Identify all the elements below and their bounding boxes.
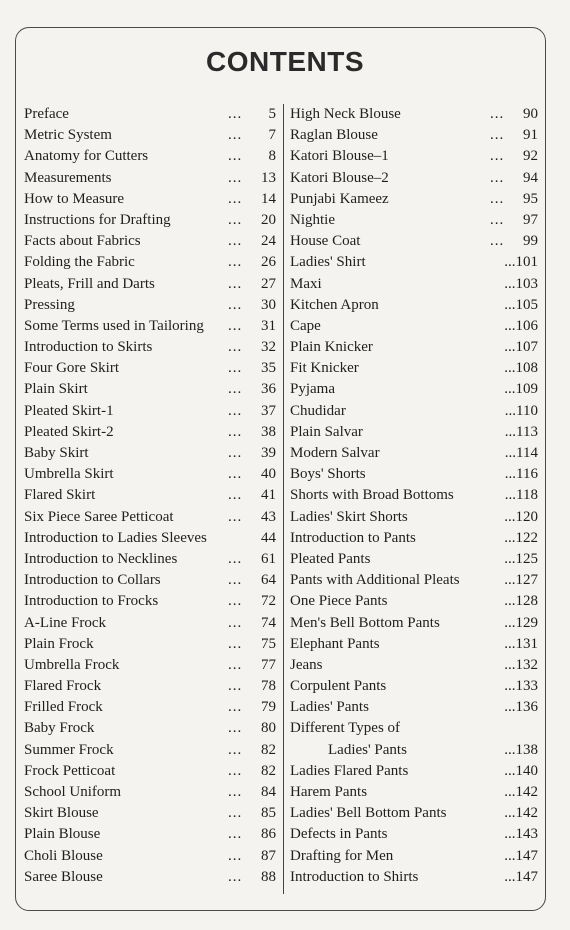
- toc-entry-title: High Neck Blouse: [290, 106, 401, 122]
- toc-entry: [24, 485, 276, 506]
- toc-entry-leader: ...: [228, 190, 243, 207]
- toc-entry: [290, 125, 538, 146]
- toc-entry-title: Cape: [290, 317, 321, 334]
- toc-entry: [290, 528, 538, 549]
- toc-entry-title: Ladies Flared Pants: [290, 762, 409, 779]
- toc-entry: [24, 507, 276, 528]
- toc-entry: [24, 676, 276, 697]
- toc-entry-leader: ...: [490, 233, 505, 250]
- toc-entry-title: Four Gore Skirt: [24, 360, 119, 377]
- toc-entry-page: ...107: [504, 339, 538, 356]
- toc-entry-page: 41: [261, 487, 276, 504]
- toc-entry-title: How to Measure: [24, 190, 124, 207]
- toc-entry-page: 61: [261, 550, 276, 567]
- toc-entry-page: ...128: [504, 593, 538, 610]
- toc-entry-leader: ...: [228, 275, 243, 292]
- toc-entry: [24, 803, 276, 824]
- toc-entry-title: Frock Petticoat: [24, 762, 116, 779]
- toc-entry-leader: ...: [228, 360, 243, 377]
- toc-entry: [24, 824, 276, 845]
- toc-entry-page: ...113: [504, 423, 538, 440]
- toc-entry-page: 82: [261, 762, 276, 779]
- toc-entry-page: ...132: [504, 656, 538, 673]
- toc-entry-title: One Piece Pants: [290, 593, 388, 610]
- toc-entry: [24, 337, 276, 358]
- toc-entry-page: 14: [261, 190, 276, 207]
- toc-entry-page: 88: [261, 868, 276, 885]
- toc-entry-title: Introduction to Skirts: [24, 339, 153, 356]
- toc-entry-title: Introduction to Frocks: [24, 593, 159, 610]
- toc-entry: [290, 210, 538, 231]
- toc-entry-title: Elephant Pants: [290, 635, 380, 652]
- toc-entry-title: Drafting for Men: [290, 847, 394, 864]
- toc-entry-title: Metric System: [24, 127, 112, 144]
- toc-entry-title: Frilled Frock: [24, 699, 103, 716]
- toc-entry: [290, 549, 538, 570]
- toc-entry-page: 97: [523, 211, 538, 228]
- toc-entry-leader: ...: [228, 593, 243, 610]
- toc-entry-page: ...116: [504, 466, 538, 483]
- toc-entry-title: Different Types of: [290, 720, 401, 737]
- toc-entry-page: ...109: [504, 381, 538, 398]
- toc-entry-leader: ...: [228, 847, 243, 864]
- toc-entry: [24, 316, 276, 337]
- toc-entry-page: ...142: [504, 784, 538, 801]
- toc-entry-title: Introduction to Ladies Sleeves: [24, 529, 207, 546]
- toc-entry: [290, 146, 538, 167]
- toc-entry-title: Pleated Skirt-1: [24, 402, 114, 419]
- toc-entry-page: 92: [523, 148, 538, 165]
- toc-entry-title: Six Piece Saree Petticoat: [24, 508, 174, 525]
- toc-entry: [24, 655, 276, 676]
- toc-entry-page: 44: [261, 529, 276, 546]
- toc-entry-leader: ...: [228, 317, 243, 334]
- toc-entry-page: 85: [261, 805, 276, 822]
- toc-entry-leader: ...: [228, 678, 243, 695]
- toc-entry-title: Flared Skirt: [24, 487, 96, 504]
- toc-entry: [24, 740, 276, 761]
- toc-entry-title: Summer Frock: [24, 741, 114, 758]
- toc-entry-leader: ...: [228, 699, 243, 716]
- toc-entry: [290, 485, 538, 506]
- toc-entry-leader: ...: [228, 720, 243, 737]
- toc-entry: [24, 634, 276, 655]
- toc-entry-title: Kitchen Apron: [290, 296, 379, 313]
- toc-entry: [24, 697, 276, 718]
- toc-entry-leader: ...: [228, 423, 243, 440]
- toc-entry: [24, 846, 276, 867]
- toc-entry-page: 77: [261, 656, 276, 673]
- toc-entry: [24, 867, 276, 888]
- toc-entry-title: Maxi: [290, 275, 322, 292]
- toc-entry-title: Modern Salvar: [290, 445, 380, 461]
- toc-entry-title: House Coat: [290, 233, 361, 250]
- toc-entry-leader: ...: [228, 784, 243, 800]
- toc-entry-page: 5: [268, 106, 276, 122]
- toc-entry-leader: ...: [228, 656, 243, 673]
- toc-entry-title: Instructions for Drafting: [24, 211, 171, 228]
- toc-entry-title: Choli Blouse: [24, 847, 103, 864]
- toc-entry-title: Ladies' Bell Bottom Pants: [290, 805, 447, 822]
- toc-entry-page: 36: [261, 381, 276, 398]
- toc-entry-page: ...103: [504, 275, 538, 292]
- toc-entry: [290, 655, 538, 676]
- toc-entry-page: 24: [261, 233, 276, 250]
- toc-entry-title: Ladies' Shirt: [290, 254, 366, 271]
- toc-entry-leader: ...: [228, 445, 243, 461]
- toc-entry: [24, 252, 276, 273]
- toc-entry-title: School Uniform: [24, 784, 122, 800]
- toc-entry: [290, 697, 538, 718]
- toc-entry-page: 78: [261, 678, 276, 695]
- toc-entry: [24, 401, 276, 422]
- toc-entry-leader: ...: [228, 466, 243, 483]
- toc-entry-page: 35: [261, 360, 276, 377]
- toc-entry-leader: ...: [490, 169, 505, 186]
- toc-entry-title: Nightie: [290, 211, 335, 228]
- toc-entry-leader: ...: [228, 106, 243, 122]
- toc-entry-page: ...147: [504, 847, 538, 864]
- toc-entry-page: 95: [523, 190, 538, 207]
- toc-entry: [290, 613, 538, 634]
- toc-entry-page: 31: [261, 317, 276, 334]
- toc-entry: [290, 316, 538, 337]
- toc-entry-title: A-Line Frock: [24, 614, 107, 631]
- toc-entry-page: ...105: [504, 296, 538, 313]
- toc-entry-page: 84: [261, 784, 276, 800]
- toc-entry: [24, 422, 276, 443]
- toc-entry-title: Ladies' Pants: [290, 699, 369, 716]
- toc-entry-page: 13: [261, 169, 276, 186]
- toc-entry-page: 87: [261, 847, 276, 864]
- toc-entry-leader: ...: [228, 868, 243, 885]
- toc-entry: [24, 104, 276, 125]
- toc-entry-page: 90: [523, 106, 538, 122]
- toc-entry-page: 82: [261, 741, 276, 758]
- toc-entry: [290, 337, 538, 358]
- toc-entry-title: Facts about Fabrics: [24, 233, 141, 250]
- toc-entry-leader: ...: [228, 296, 243, 313]
- toc-entry: [24, 168, 276, 189]
- toc-entry-page: ...133: [504, 678, 538, 695]
- toc-entry-title: Katori Blouse–2: [290, 169, 389, 186]
- toc-entry-title: Baby Skirt: [24, 445, 89, 461]
- toc-entry-title: Plain Blouse: [24, 826, 101, 843]
- toc-entry-leader: ...: [228, 381, 243, 398]
- toc-entry-leader: ...: [490, 106, 505, 122]
- toc-entry: [24, 274, 276, 295]
- toc-entry: [24, 295, 276, 316]
- toc-entry-title: Folding the Fabric: [24, 254, 135, 271]
- toc-entry-title: Umbrella Skirt: [24, 466, 114, 483]
- page-title: CONTENTS: [206, 46, 364, 77]
- toc-entry-title: Introduction to Pants: [290, 529, 416, 546]
- toc-entry: [290, 570, 538, 591]
- toc-entry-title: Some Terms used in Tailoring: [24, 317, 204, 334]
- toc-entry: [290, 464, 538, 485]
- toc-entry-page: 27: [261, 275, 276, 292]
- toc-entry-page: 80: [261, 720, 276, 737]
- toc-entry-leader: ...: [228, 572, 243, 589]
- toc-entry-leader: ...: [228, 402, 243, 419]
- toc-entry-page: ...140: [504, 762, 538, 779]
- toc-entry-page: 79: [261, 699, 276, 716]
- toc-entry-leader: ...: [228, 508, 243, 525]
- toc-entry: [24, 379, 276, 400]
- toc-entry-title: Punjabi Kameez: [290, 190, 389, 207]
- toc-entry-title: Measurements: [24, 169, 112, 186]
- toc-entry: [290, 824, 538, 845]
- toc-entry: [24, 591, 276, 612]
- toc-entry-page: 86: [261, 826, 276, 843]
- toc-entry-title: Baby Frock: [24, 720, 95, 737]
- toc-entry-title: Ladies' Skirt Shorts: [290, 508, 408, 525]
- toc-entry-page: 7: [268, 127, 276, 144]
- toc-entry-leader: ...: [228, 339, 243, 356]
- toc-entry: [24, 761, 276, 782]
- toc-entry-leader: ...: [228, 148, 243, 165]
- toc-entry-leader: ...: [228, 550, 243, 567]
- toc-entry: [24, 464, 276, 485]
- toc-entry-leader: ...: [490, 127, 505, 144]
- toc-entry-page: ...125: [504, 550, 538, 567]
- toc-entry-leader: ...: [228, 211, 243, 228]
- toc-entry: [290, 782, 538, 803]
- toc-entry-title: Corpulent Pants: [290, 678, 387, 695]
- toc-entry-leader: ...: [490, 190, 505, 207]
- toc-entry-leader: ...: [228, 127, 243, 144]
- toc-entry-title: Jeans: [290, 656, 323, 673]
- toc-entry-page: 30: [261, 296, 276, 313]
- toc-entry-page: ...110: [504, 402, 538, 419]
- toc-entry: [290, 846, 538, 867]
- toc-entry-title: Plain Frock: [24, 635, 94, 652]
- toc-entry: [24, 146, 276, 167]
- toc-entry: [290, 168, 538, 189]
- toc-entry-title: Pleats, Frill and Darts: [24, 275, 155, 292]
- toc-entry-title: Preface: [24, 106, 69, 122]
- toc-entry: [290, 358, 538, 379]
- toc-entry: [290, 761, 538, 782]
- toc-entry-page: ...131: [504, 635, 538, 652]
- toc-entry-title: Men's Bell Bottom Pants: [290, 614, 440, 631]
- toc-entry-page: 43: [261, 508, 276, 525]
- toc-entry-page: ...122: [504, 529, 538, 546]
- toc-entry: [24, 210, 276, 231]
- toc-entry: [24, 125, 276, 146]
- toc-entry-page: ...118: [504, 487, 538, 504]
- toc-entry-title: Shorts with Broad Bottoms: [290, 487, 454, 504]
- toc-entry-title: Pleated Pants: [290, 550, 371, 567]
- toc-entry: [24, 570, 276, 591]
- toc-entry-page: 72: [261, 593, 276, 610]
- column-divider: [283, 104, 284, 894]
- toc-entry-title: Defects in Pants: [290, 826, 388, 843]
- toc-entry-page: 38: [261, 423, 276, 440]
- contents-right-column: [290, 104, 538, 888]
- toc-entry: [290, 803, 538, 824]
- toc-entry-page: ...106: [504, 317, 538, 334]
- toc-entry: [24, 358, 276, 379]
- toc-entry: [290, 718, 538, 760]
- toc-entry-leader: ...: [228, 233, 243, 250]
- toc-entry-leader: ...: [228, 826, 243, 843]
- toc-entry-page: 75: [261, 635, 276, 652]
- toc-entry-leader: ...: [228, 805, 243, 822]
- toc-entry-leader: ...: [228, 635, 243, 652]
- toc-entry-page: 39: [261, 445, 276, 461]
- toc-entry: [24, 528, 276, 549]
- toc-entry: [290, 867, 538, 888]
- toc-entry-leader: ...: [228, 614, 243, 631]
- toc-entry: [290, 379, 538, 400]
- toc-entry-page: ...108: [504, 360, 538, 377]
- toc-entry-page: ...129: [504, 614, 538, 631]
- toc-entry: [290, 274, 538, 295]
- toc-entry: [290, 422, 538, 443]
- toc-entry-page: 74: [261, 614, 276, 631]
- toc-entry-title: Skirt Blouse: [24, 805, 99, 822]
- toc-entry: [290, 252, 538, 273]
- toc-entry-title: Introduction to Shirts: [290, 868, 419, 885]
- toc-entry-title: Harem Pants: [290, 784, 368, 801]
- toc-entry-leader: ...: [490, 148, 505, 165]
- toc-entry-title: Flared Frock: [24, 678, 102, 695]
- toc-entry-leader: ...: [228, 741, 243, 758]
- toc-entry-page: ...143: [504, 826, 538, 843]
- toc-entry-page: 37: [261, 402, 276, 419]
- toc-entry-title: Plain Salvar: [290, 423, 363, 440]
- toc-entry-page: ...136: [504, 699, 538, 716]
- toc-entry-page: ...147: [504, 868, 538, 885]
- toc-entry-title: Raglan Blouse: [290, 127, 378, 144]
- toc-entry-page: ...101: [504, 254, 538, 271]
- toc-entry-page: ...114: [504, 445, 538, 461]
- toc-entry-leader: ...: [228, 169, 243, 186]
- toc-entry-leader: ...: [228, 762, 243, 779]
- toc-entry-leader: ...: [228, 254, 243, 271]
- toc-entry-page: ...142: [504, 805, 538, 822]
- toc-entry: [290, 231, 538, 252]
- toc-entry-title: Katori Blouse–1: [290, 148, 389, 165]
- toc-entry-title: Pyjama: [290, 381, 335, 398]
- toc-entry-page: 20: [261, 211, 276, 228]
- toc-entry: [24, 443, 276, 464]
- toc-entry: [290, 443, 538, 464]
- toc-entry: [290, 189, 538, 210]
- toc-entry-page: 99: [523, 233, 538, 250]
- toc-entry: [24, 549, 276, 570]
- toc-entry: [290, 676, 538, 697]
- toc-entry: [24, 189, 276, 210]
- toc-entry: [24, 613, 276, 634]
- toc-entry-title: Chudidar: [290, 402, 346, 419]
- toc-entry-title: Introduction to Necklines: [24, 550, 178, 567]
- toc-entry-page: 8: [268, 148, 276, 165]
- toc-entry-page: ...127: [504, 572, 538, 589]
- toc-entry-title: Introduction to Collars: [24, 572, 161, 589]
- toc-entry-title: Boys' Shorts: [290, 466, 366, 483]
- toc-entry-page: 26: [261, 254, 276, 271]
- toc-entry-page: 91: [523, 127, 538, 144]
- contents-left-column: [24, 104, 276, 888]
- toc-entry-title: Pants with Additional Pleats: [290, 572, 460, 589]
- toc-entry: [24, 231, 276, 252]
- toc-entry: [290, 507, 538, 528]
- toc-entry-title: Anatomy for Cutters: [24, 148, 149, 165]
- toc-entry-leader: ...: [490, 211, 505, 228]
- toc-entry-page: ...138: [504, 741, 538, 758]
- toc-entry-page: 32: [261, 339, 276, 356]
- toc-entry-title: Plain Skirt: [24, 381, 88, 398]
- toc-entry-title-cont: Ladies' Pants: [328, 741, 407, 758]
- toc-entry-page: ...120: [504, 508, 538, 525]
- toc-entry-title: Plain Knicker: [290, 339, 373, 356]
- toc-entry-page: 94: [523, 169, 538, 186]
- toc-entry: [290, 401, 538, 422]
- toc-entry-title: Saree Blouse: [24, 868, 103, 885]
- toc-entry: [24, 718, 276, 739]
- toc-entry-title: Pressing: [24, 296, 75, 313]
- toc-entry-title: Fit Knicker: [290, 360, 359, 377]
- toc-entry: [290, 104, 538, 125]
- toc-entry-page: 64: [261, 572, 276, 589]
- toc-entry: [24, 782, 276, 803]
- toc-entry: [290, 591, 538, 612]
- toc-entry: [290, 634, 538, 655]
- toc-entry-title: Pleated Skirt-2: [24, 423, 114, 440]
- toc-entry-leader: ...: [228, 487, 243, 504]
- toc-entry-title: Umbrella Frock: [24, 656, 120, 673]
- toc-entry-page: 40: [261, 466, 276, 483]
- toc-entry: [290, 295, 538, 316]
